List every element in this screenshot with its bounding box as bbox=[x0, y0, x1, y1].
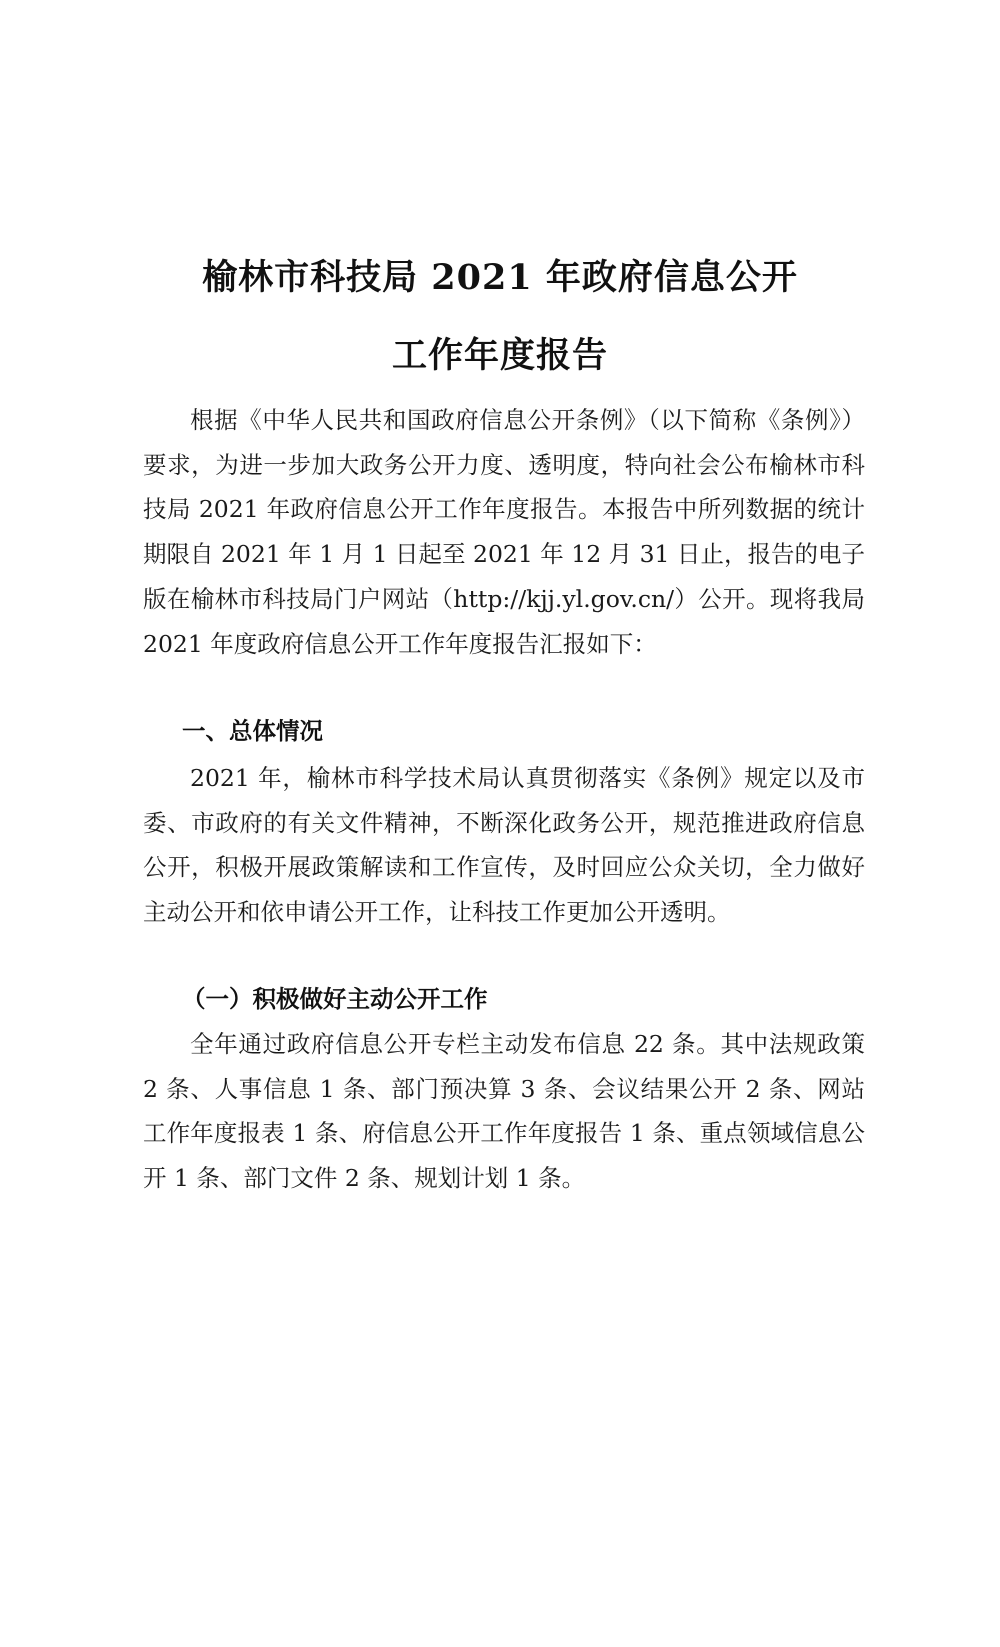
intro-section bbox=[143, 398, 865, 666]
overview-paragraph: 2021 年，榆林市科学技术局认真贯彻落实《条例》规定以及市委、市政府的有关文件精神，不断深化政务公开，规范推进政府信息公开，积极开展政策解读和工作宣传，及时回应公众关切，全力做好主动公开和依申请公开工作，让科技工作更加公开透明。 bbox=[143, 764, 865, 927]
section-heading-overview: 一、总体情况 bbox=[182, 717, 323, 745]
overview-section bbox=[143, 756, 865, 935]
document-title-line2: 工作年度报告 bbox=[391, 335, 608, 376]
intro-paragraph: 根据《中华人民共和国政府信息公开条例》（以下简称《条例》）要求，为进一步加大政务公开力度、透明度，特向社会公布榆林市科技局 2021 年政府信息公开工作年度报告。本报告中所列数据的统计期限自 2021 年 1 月 1 日起至 2021 年 12 月 31 日止，报告的电子版在榆林市科技局门户网站（http://kjj.yl.gov.cn/）公开。现将我局 2021 年度政府信息公开工作年度报告汇报如下： bbox=[143, 406, 865, 658]
proactive-disclosure-section bbox=[143, 1022, 865, 1201]
subsection-heading-proactive-disclosure: （一）积极做好主动公开工作 bbox=[182, 985, 488, 1013]
proactive-disclosure-paragraph: 全年通过政府信息公开专栏主动发布信息 22 条。其中法规政策 2 条、人事信息 1 条、部门预决算 3 条、会议结果公开 2 条、网站工作年度报表 1 条、府信息公开工作年度报告 1 条、重点领域信息公开 1 条、部门文件 2 条、规划计划 1 条。 bbox=[143, 1030, 865, 1193]
document-title-line1: 榆林市科技局 2021 年政府信息公开 bbox=[202, 257, 798, 298]
